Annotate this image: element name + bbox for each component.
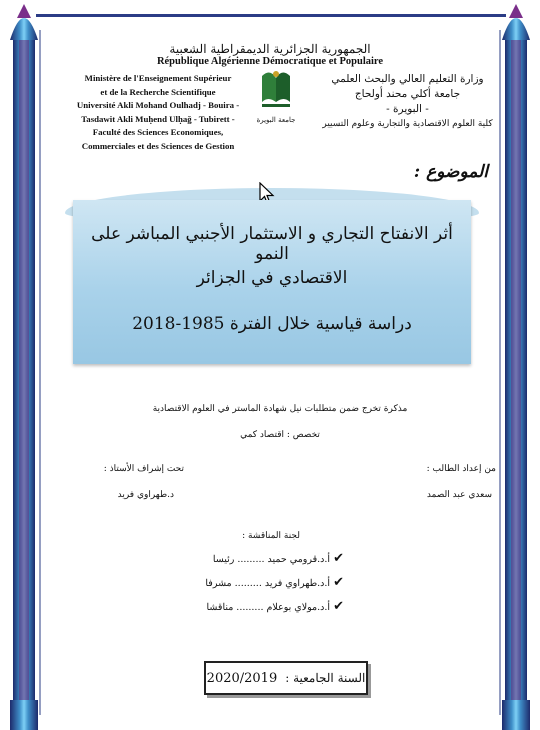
ministry-arabic: وزارة التعليم العالي والبحث العلمي	[331, 73, 484, 85]
committee-member-row	[207, 599, 344, 614]
title-line-1: أثر الانفتاح التجاري و الاستثمار الأجنبي المباشر على النمو	[91, 224, 453, 264]
committee-member: أ.د.قرومي حميد ......... رئيسا	[212, 554, 331, 565]
university-logo	[256, 66, 296, 122]
faculty-line-1: Faculté des Sciences Economiques,	[92, 127, 224, 137]
student-label: من إعداد الطالب :	[426, 464, 496, 474]
supervisor-name: د.طهراوي فريد	[117, 490, 174, 500]
student-name: سعدي عبد الصمد	[426, 490, 492, 500]
university-line-1: Université Akli Mohand Oulhadj - Bouira -	[76, 100, 240, 110]
supervisor-label: تحت إشراف الأستاذ :	[103, 464, 184, 474]
republic-arabic: الجمهورية الجزائرية الديمقراطية الشعبية	[169, 42, 371, 56]
subject-label: الموضوع :	[413, 162, 488, 182]
title-line-3: دراسة قياسية خلال الفترة 1985-2018	[132, 314, 412, 334]
faculty-arabic: كلية العلوم الاقتصادية والتجارية وعلوم التسيير	[322, 119, 493, 129]
university-line-2: Tasdawit Akli Muḥend Ulḥağ - Tubirett -	[81, 113, 235, 124]
institution-french-block	[58, 72, 258, 153]
institution-arabic-block	[305, 72, 510, 132]
committee-member: أ.د.مولاي بوعلام ......... مناقشا	[206, 602, 331, 613]
committee-member-row	[213, 551, 344, 566]
city-arabic: - البويرة -	[386, 103, 429, 115]
academic-year-value: 2020/2019	[206, 670, 278, 686]
ministry-line-1: Ministère de l'Enseignement Supérieur	[84, 73, 232, 83]
committee-label: لجنة المناقشة :	[242, 531, 300, 541]
title-line-2: الاقتصادي في الجزائر	[196, 268, 348, 288]
committee-member: أ.د.طهراوي فريد ......... مشرفا	[205, 578, 331, 589]
logo-caption: جامعة البويرة	[256, 116, 296, 124]
memo-specialty: تخصص : اقتصاد كمي	[240, 430, 320, 440]
faculty-line-2: Commerciales et des Sciences de Gestion	[81, 140, 235, 151]
check-icon: ✔	[333, 551, 344, 566]
thesis-title-box	[73, 200, 471, 364]
memo-purpose: مذكرة تخرج ضمن متطلبات نيل شهادة الماستر في العلوم الاقتصادية	[152, 404, 408, 414]
check-icon: ✔	[333, 599, 344, 614]
ministry-line-2: et de la Recherche Scientifique	[100, 86, 216, 97]
academic-year-label: السنة الجامعية :	[285, 671, 366, 685]
check-icon: ✔	[333, 575, 344, 590]
republic-french: République Algérienne Démocratique et Populaire	[156, 56, 384, 67]
academic-year-box	[204, 661, 368, 695]
committee-member-row	[205, 575, 344, 590]
university-arabic: جامعة أكلي محند أولحاج	[354, 88, 461, 100]
